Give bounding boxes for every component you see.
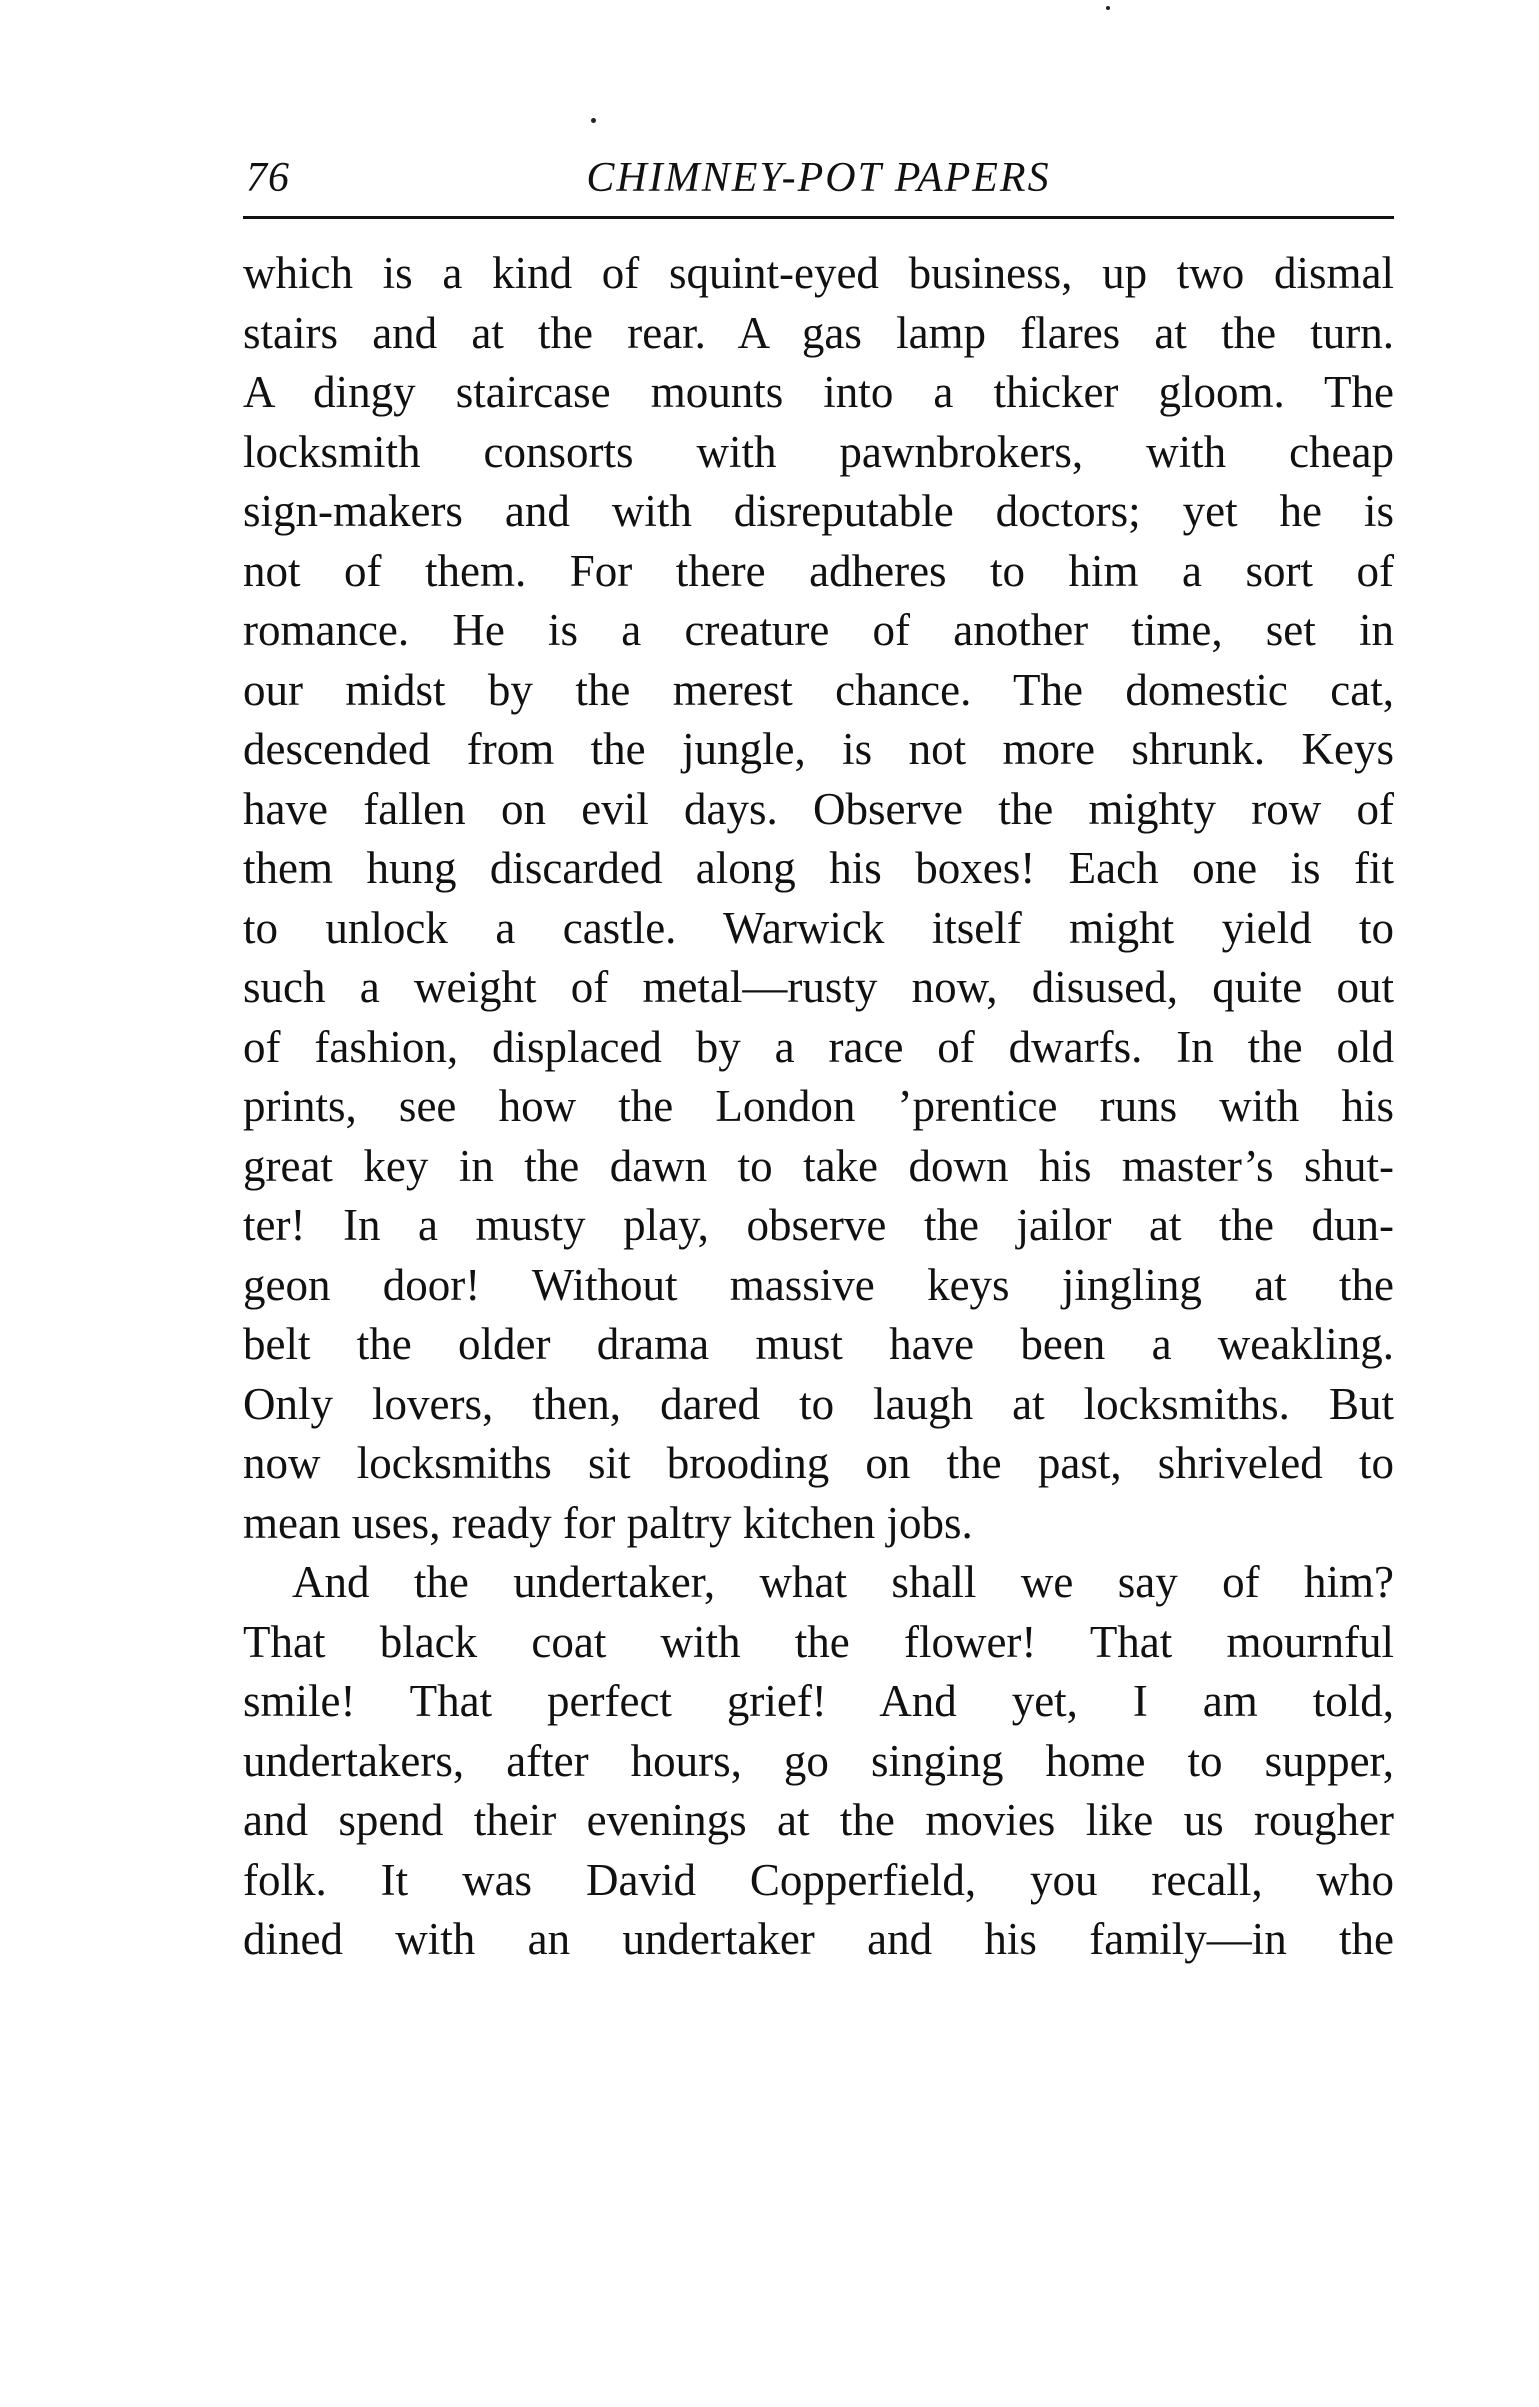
running-head [243,150,1394,206]
text-line: smile! That perfect grief! And yet, I am told, [243,1676,1394,1726]
text-line: prints, see how the London ’prentice runs with his [243,1081,1394,1131]
text-line: of fashion, displaced by a race of dwarfs. In the old [243,1021,1394,1072]
text-line: such a weight of metal—rusty now, disused, quite out [243,962,1394,1012]
header-rule [243,216,1394,219]
text-line: belt the older drama must have been a weakling. [243,1319,1394,1369]
text-line: locksmith consorts with pawnbrokers, with cheap [243,426,1394,477]
text-line: have fallen on evil days. Observe the mighty row of [243,783,1394,834]
page-number: 76 [246,155,290,201]
text-line: Only lovers, then, dared to laugh at locksmiths. But [243,1378,1394,1429]
text-line: and spend their evenings at the movies like us rougher [243,1795,1394,1845]
text-line: stairs and at the rear. A gas lamp flares at the turn. [243,307,1394,358]
text-line: now locksmiths sit brooding on the past, shriveled to [243,1438,1394,1488]
text-line: And the undertaker, what shall we say of him? [292,1557,1394,1607]
text-line: them hung discarded along his boxes! Each one is fit [243,843,1394,893]
text-line: geon door! Without massive keys jingling at the [243,1259,1394,1310]
text-line: which is a kind of squint-eyed business, up two dismal [243,248,1394,298]
text-line: ter! In a musty play, observe the jailor at the dun- [243,1200,1394,1250]
text-line: to unlock a castle. Warwick itself might yield to [243,902,1394,953]
text-line: A dingy staircase mounts into a thicker gloom. The [243,367,1394,417]
text-line: dined with an undertaker and his family—in the [243,1914,1394,1964]
text-line: sign-makers and with disreputable doctors; yet he is [243,486,1394,536]
text-line: mean uses, ready for paltry kitchen jobs. [243,1497,973,1548]
text-line: undertakers, after hours, go singing home to supper, [243,1735,1394,1786]
text-line: descended from the jungle, is not more shrunk. Keys [243,724,1394,774]
body-text [243,244,1394,1970]
text-line: our midst by the merest chance. The domestic cat, [243,664,1394,715]
text-line: not of them. For there adheres to him a sort of [243,545,1394,596]
text-line: folk. It was David Copperfield, you recall, who [243,1854,1394,1905]
text-line: great key in the dawn to take down his master’s shut- [243,1140,1394,1191]
text-line: That black coat with the flower! That mournful [243,1616,1394,1667]
running-title: CHIMNEY-POT PAPERS [586,155,1051,201]
text-line: romance. He is a creature of another time, set in [243,605,1394,655]
print-speck [591,118,596,123]
print-speck [1106,6,1110,10]
